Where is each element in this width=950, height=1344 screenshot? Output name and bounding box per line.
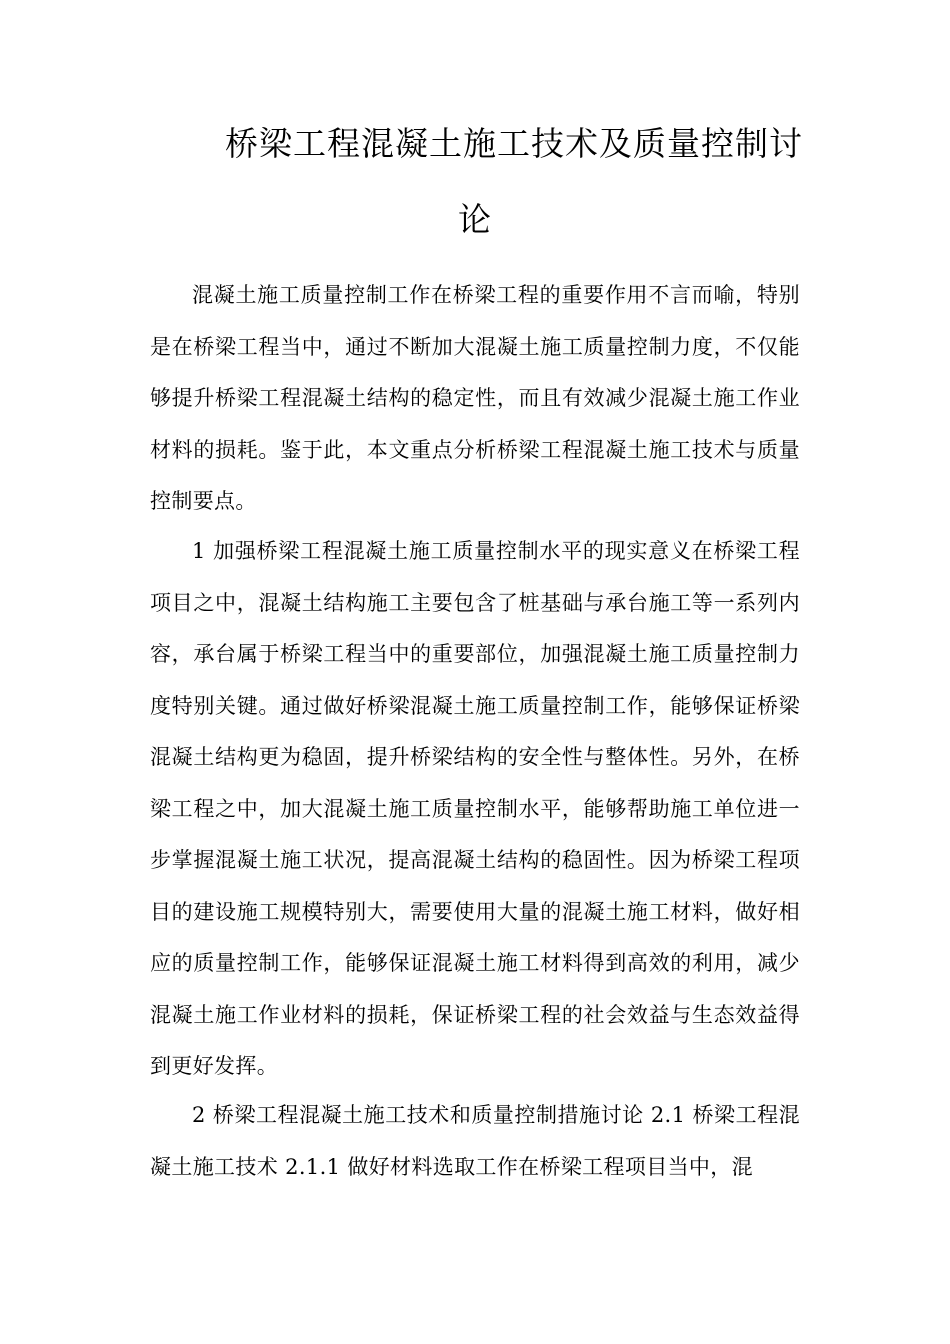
- paragraph-section-2: 2 桥梁工程混凝土施工技术和质量控制措施讨论 2.1 桥梁工程混凝土施工技术 2.1.1 做好材料选取工作在桥梁工程项目当中，混: [150, 1103, 800, 1179]
- paragraph-section-1: 1 加强桥梁工程混凝土施工质量控制水平的现实意义在桥梁工程项目之中，混凝土结构施工主要包含了桩基础与承台施工等一系列内容，承台属于桥梁工程当中的重要部位，加强混凝土施工质量控制力度特别关键。通过做好桥梁混凝土施工质量控制工作，能够保证桥梁混凝土结构更为稳固，提升桥梁结构的安全性与整体性。另外，在桥梁工程之中，加大混凝土施工质量控制水平，能够帮助施工单位进一步掌握混凝土施工状况，提高混凝土结构的稳固性。因为桥梁工程项目的建设施工规模特别大，需要使用大量的混凝土施工材料，做好相应的质量控制工作，能够保证混凝土施工材料得到高效的利用，减少混凝土施工作业材料的损耗，保证桥梁工程的社会效益与生态效益得到更好发挥。: [150, 539, 800, 1078]
- document-title-line-1: 桥梁工程混凝土施工技术及质量控制讨: [225, 124, 803, 163]
- paragraph-introduction: 混凝土施工质量控制工作在桥梁工程的重要作用不言而喻，特别是在桥梁工程当中，通过不断加大混凝土施工质量控制力度，不仅能够提升桥梁工程混凝土结构的稳定性，而且有效减少混凝土施工作业材料的损耗。鉴于此，本文重点分析桥梁工程混凝土施工技术与质量控制要点。: [150, 283, 800, 513]
- document-title-line-2: 论: [458, 200, 492, 239]
